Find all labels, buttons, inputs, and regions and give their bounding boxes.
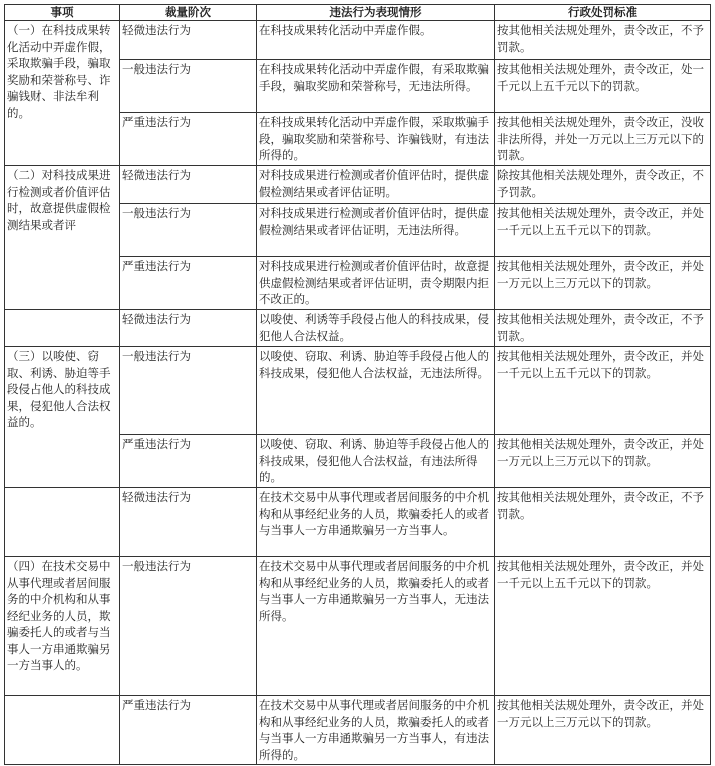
case-cell: 在技术交易中从事代理或者居间服务的中介机构和从事经纪业务的人员，欺骗委托人的或者与当事人一方串通欺骗另一方当事人。 [257, 488, 495, 557]
item-3-title: （三）以唆使、窃取、利诱、胁迫等手段侵占他人的科技成果，侵犯他人合法权益的。 [5, 347, 120, 488]
item-4-spacer-bottom [5, 696, 120, 765]
case-cell: 在科技成果转化活动中弄虚作假。 [257, 21, 495, 60]
table-row [5, 310, 711, 347]
level-cell: 轻微违法行为 [120, 488, 257, 557]
level-cell: 严重违法行为 [120, 696, 257, 765]
case-cell: 对科技成果进行检测或者价值评估时，提供虚假检测结果或者评估证明，无违法所得。 [257, 204, 495, 257]
penalty-cell: 按其他相关法规处理外，责令改正，并处一千元以上五千元以下的罚款。 [495, 557, 711, 696]
penalty-cell: 按其他相关法规处理外，责令改正，不予罚款。 [495, 488, 711, 557]
penalty-cell: 按其他相关法规处理外，责令改正，没收非法所得，并处一万元以上三万元以下的罚款。 [495, 113, 711, 166]
penalty-cell: 按其他相关法规处理外，责令改正，不予罚款。 [495, 310, 711, 347]
penalty-cell: 按其他相关法规处理外，责令改正，并处一万元以上三万元以下的罚款。 [495, 257, 711, 310]
table-row [5, 557, 711, 696]
penalty-cell: 除按其他相关法规处理外，责令改正，不予罚款。 [495, 166, 711, 204]
penalty-cell: 按其他相关法规处理外，责令改正，并处一万元以上三万元以下的罚款。 [495, 696, 711, 765]
item-4-spacer [5, 488, 120, 557]
case-cell: 在技术交易中从事代理或者居间服务的中介机构和从事经纪业务的人员，欺骗委托人的或者与当事人一方串通欺骗另一方当事人，有违法所得的。 [257, 696, 495, 765]
item-1-title: （一）在科技成果转化活动中弄虚作假，采取欺骗手段，骗取奖励和荣誉称号、诈骗钱财、非法牟利的。 [5, 21, 120, 166]
table-row [5, 166, 711, 204]
penalty-standards-table [4, 4, 711, 765]
level-cell: 一般违法行为 [120, 204, 257, 257]
case-cell: 在科技成果转化活动中弄虚作假，有采取欺骗手段，骗取奖励和荣誉称号，无违法所得。 [257, 60, 495, 113]
table-header-row [5, 5, 711, 21]
penalty-cell: 按其他相关法规处理外，责令改正，并处一千元以上五千元以下的罚款。 [495, 347, 711, 435]
level-cell: 轻微违法行为 [120, 310, 257, 347]
table-row [5, 347, 711, 435]
case-cell: 对科技成果进行检测或者价值评估时，故意提供虚假检测结果或者评估证明，责令期限内拒不改正的。 [257, 257, 495, 310]
level-cell: 一般违法行为 [120, 60, 257, 113]
item-2-title: （二）对科技成果进行检测或者价值评估时，故意提供虚假检测结果或者评 [5, 166, 120, 310]
penalty-cell: 按其他相关法规处理外，责令改正，并处一千元以上五千元以下的罚款。 [495, 204, 711, 257]
header-item: 事项 [5, 5, 120, 21]
case-cell: 以唆使、利诱等手段侵占他人的科技成果，侵犯他人合法权益。 [257, 310, 495, 347]
level-cell: 严重违法行为 [120, 435, 257, 488]
level-cell: 轻微违法行为 [120, 21, 257, 60]
level-cell: 一般违法行为 [120, 347, 257, 435]
table-row [5, 488, 711, 557]
header-level: 裁量阶次 [120, 5, 257, 21]
case-cell: 在科技成果转化活动中弄虚作假，采取欺骗手段，骗取奖励和荣誉称号、诈骗钱财，有违法所得的。 [257, 113, 495, 166]
table-row [5, 696, 711, 765]
level-cell: 严重违法行为 [120, 113, 257, 166]
case-cell: 以唆使、窃取、利诱、胁迫等手段侵占他人的科技成果，侵犯他人合法权益，有违法所得的。 [257, 435, 495, 488]
table-row [5, 21, 711, 60]
case-cell: 对科技成果进行检测或者价值评估时，提供虚假检测结果或者评估证明。 [257, 166, 495, 204]
item-4-title: （四）在技术交易中从事代理或者居间服务的中介机构和从事经纪业务的人员，欺骗委托人的或者与当事人一方串通欺骗另一方当事人的。 [5, 557, 120, 696]
case-cell: 以唆使、窃取、利诱、胁迫等手段侵占他人的科技成果，侵犯他人合法权益，无违法所得。 [257, 347, 495, 435]
penalty-cell: 按其他相关法规处理外，责令改正，不予罚款。 [495, 21, 711, 60]
header-penalty: 行政处罚标准 [495, 5, 711, 21]
case-cell: 在技术交易中从事代理或者居间服务的中介机构和从事经纪业务的人员，欺骗委托人的或者与当事人一方串通欺骗另一方当事人，无违法所得。 [257, 557, 495, 696]
header-case: 违法行为表现情形 [257, 5, 495, 21]
penalty-cell: 按其他相关法规处理外，责令改正，并处一万元以上三万元以下的罚款。 [495, 435, 711, 488]
level-cell: 轻微违法行为 [120, 166, 257, 204]
level-cell: 一般违法行为 [120, 557, 257, 696]
level-cell: 严重违法行为 [120, 257, 257, 310]
penalty-cell: 按其他相关法规处理外，责令改正，处一千元以上五千元以下的罚款。 [495, 60, 711, 113]
item-3-spacer [5, 310, 120, 347]
